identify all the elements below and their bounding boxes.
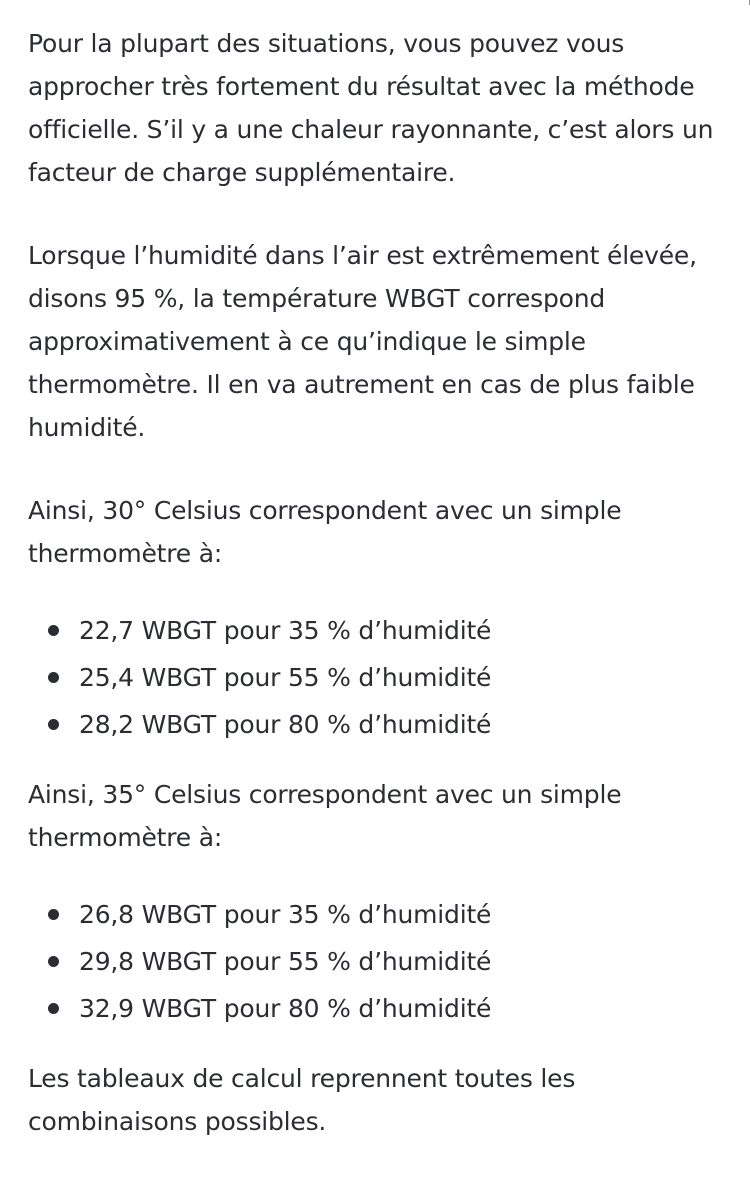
list-item xyxy=(28,654,728,701)
list-item xyxy=(28,891,728,938)
bullet-dot-icon xyxy=(48,1003,59,1014)
paragraph-tables: Les tableaux de calcul reprennent toutes les combinaisons possibles. xyxy=(28,1064,576,1136)
paragraph-humidity: Lorsque l’humidité dans l’air est extrêmement élevée, disons 95 %, la température WBGT correspond approximativement à ce qu’indique le simple thermomètre. Il en va autrement en cas de plus faible humidité. xyxy=(28,241,697,442)
bullet-dot-icon xyxy=(48,956,59,967)
paragraph-35-celsius: Ainsi, 35° Celsius correspondent avec un simple thermomètre à: xyxy=(28,780,622,852)
paragraph-method: Pour la plupart des situations, vous pouvez vous approcher très fortement du résultat avec la méthode officielle. S’il y a une chaleur rayonnante, c’est alors un facteur de charge supplémentaire. xyxy=(28,29,714,187)
paragraph-30-celsius: Ainsi, 30° Celsius correspondent avec un simple thermomètre à: xyxy=(28,496,622,568)
list-item xyxy=(28,607,728,654)
list-item-text: 32,9 WBGT pour 80 % d’humidité xyxy=(79,994,492,1023)
bullet-dot-icon xyxy=(48,909,59,920)
list-item-text: 29,8 WBGT pour 55 % d’humidité xyxy=(79,947,492,976)
list-item-text: 28,2 WBGT pour 80 % d’humidité xyxy=(79,710,492,739)
wbgt-list-30-celsius xyxy=(28,607,728,748)
list-item-text: 25,4 WBGT pour 55 % d’humidité xyxy=(79,663,492,692)
list-item xyxy=(28,938,728,985)
bullet-dot-icon xyxy=(48,625,59,636)
list-item xyxy=(28,985,728,1032)
wbgt-list-35-celsius xyxy=(28,891,728,1032)
article-body xyxy=(28,22,728,1183)
list-item-text: 26,8 WBGT pour 35 % d’humidité xyxy=(79,900,492,929)
list-item xyxy=(28,701,728,748)
bullet-dot-icon xyxy=(48,672,59,683)
bullet-dot-icon xyxy=(48,719,59,730)
list-item-text: 22,7 WBGT pour 35 % d’humidité xyxy=(79,616,492,645)
